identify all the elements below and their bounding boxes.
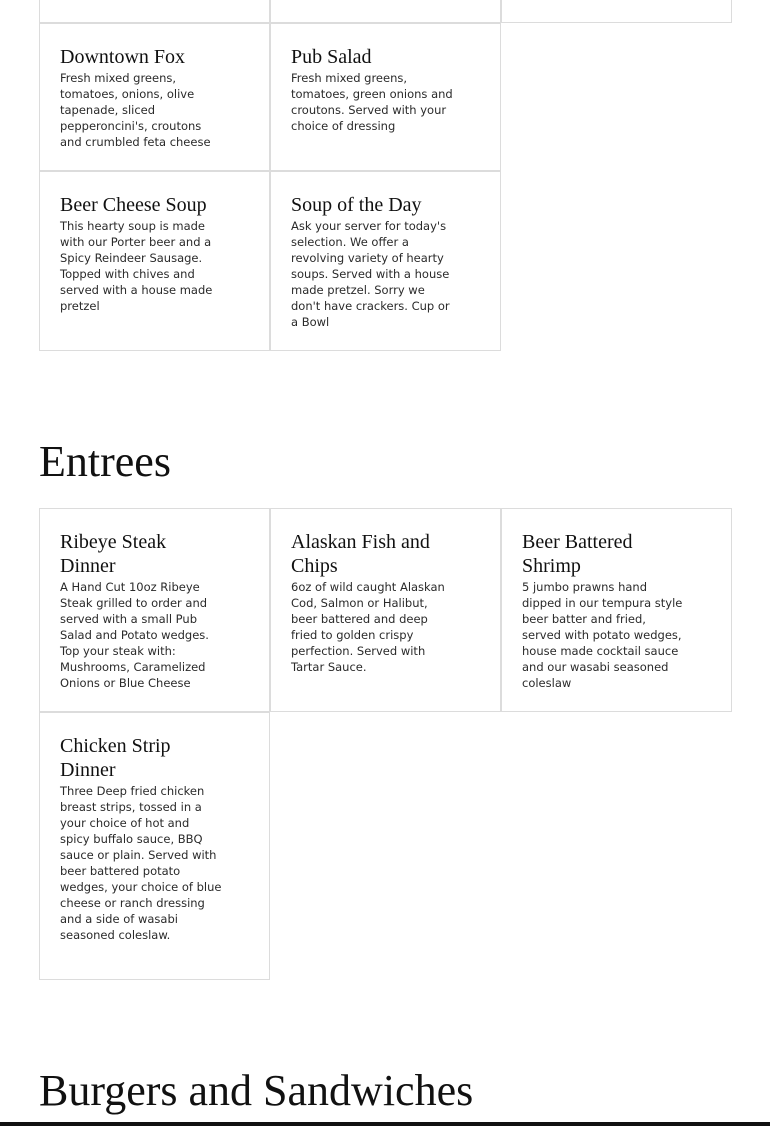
menu-item-name: Downtown Fox	[60, 46, 186, 68]
menu-item-card	[39, 712, 270, 980]
menu-item-name: Alaskan Fish and Chips	[291, 531, 430, 577]
menu-item-name: Beer Battered Shrimp	[522, 531, 633, 577]
section-title-entrees: Entrees	[39, 437, 171, 486]
menu-item-description: A Hand Cut 10oz Ribeye Steak grilled to order and served with a small Pub Salad and Potato wedges. Top your steak with: Mushrooms, Caramelized Onions or Blue Cheese	[60, 580, 209, 690]
menu-item-description: Three Deep fried chicken breast strips, tossed in a your choice of hot and spicy buffalo sauce, BBQ sauce or plain. Served with beer battered potato wedges, your choice of blue cheese or ranch dressing and a side of wasabi seasoned coleslaw.	[60, 784, 222, 942]
menu-item-description: Fresh mixed greens, tomatoes, onions, olive tapenade, sliced pepperoncini's, croutons and crumbled feta cheese	[60, 71, 211, 149]
menu-item-card	[39, 23, 270, 171]
menu-item-description: 5 jumbo prawns hand dipped in our tempura style beer batter and fried, served with potato wedges, house made cocktail sauce and our wasabi seasoned coleslaw	[522, 580, 683, 690]
menu-item-card-cutoff	[501, 0, 732, 23]
bottom-divider	[0, 1122, 770, 1126]
menu-item-card-cutoff	[39, 0, 270, 23]
menu-item-description: This hearty soup is made with our Porter beer and a Spicy Reindeer Sausage. Topped with chives and served with a house made pretzel	[60, 219, 213, 313]
menu-item-description: Fresh mixed greens, tomatoes, green onions and croutons. Served with your choice of dressing	[291, 71, 453, 133]
menu-item-card-cutoff	[270, 0, 501, 23]
menu-item-card	[270, 508, 501, 712]
menu-item-name: Ribeye Steak Dinner	[60, 531, 167, 577]
menu-item-name: Beer Cheese Soup	[60, 194, 207, 216]
section-title-burgers: Burgers and Sandwiches	[39, 1066, 474, 1115]
menu-item-description: Ask your server for today's selection. We offer a revolving variety of hearty soups. Served with a house made pretzel. Sorry we don't have crackers. Cup or a Bowl	[291, 219, 450, 329]
menu-item-name: Pub Salad	[291, 46, 372, 68]
menu-item-card	[270, 23, 501, 171]
menu-item-card	[39, 171, 270, 351]
menu-item-card	[39, 508, 270, 712]
menu-item-card	[270, 171, 501, 351]
menu-item-card	[501, 508, 732, 712]
menu-item-name: Soup of the Day	[291, 194, 422, 216]
menu-item-name: Chicken Strip Dinner	[60, 735, 171, 781]
menu-item-description: 6oz of wild caught Alaskan Cod, Salmon or Halibut, beer battered and deep fried to golden crispy perfection. Served with Tartar Sauce.	[291, 580, 445, 674]
